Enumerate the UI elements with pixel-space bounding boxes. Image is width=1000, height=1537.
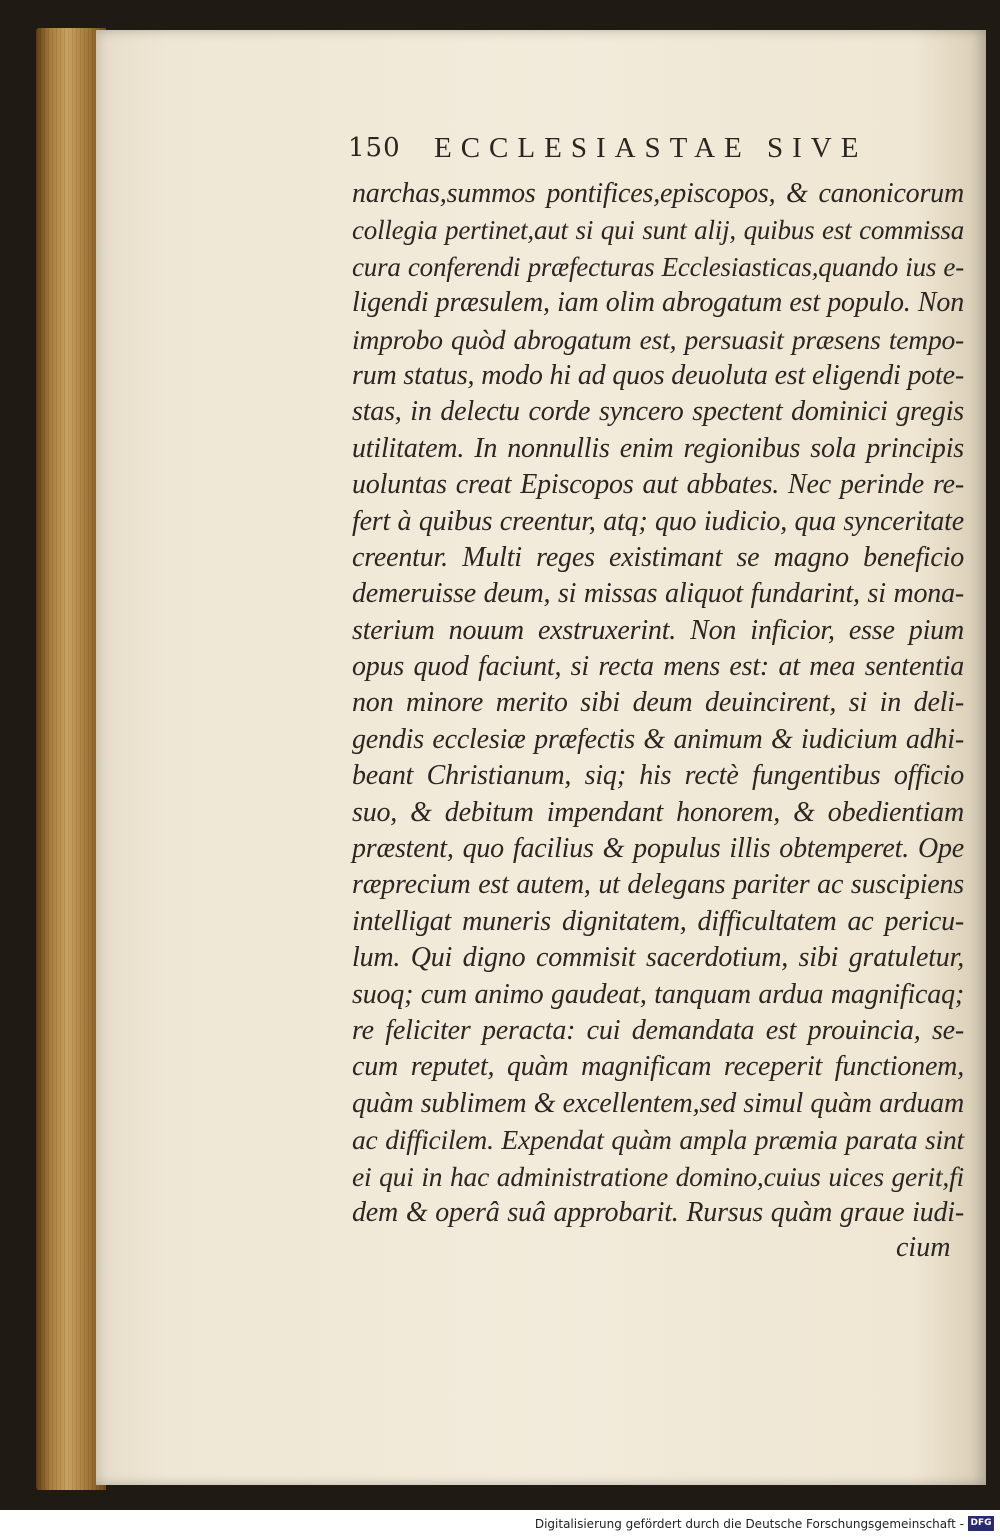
text-line: suo, & debitum impendant honorem, & obedientiam xyxy=(352,796,964,828)
text-line: opus quod faciunt, si recta mens est: at mea sententia xyxy=(352,651,964,683)
text-line: collegia pertinet,aut si qui sunt alij, quibus est commissa xyxy=(352,215,964,246)
running-title: ECCLESIASTAE SIVE xyxy=(434,131,868,164)
text-line: rum status, modo hi ad quos deuoluta est eligendi pote- xyxy=(352,359,964,391)
text-line: ræprecium est autem, ut delegans pariter ac suscipiens xyxy=(352,869,964,901)
text-line: ligendi præsulem, iam olim abrogatum est populo. Non xyxy=(352,287,964,319)
text-line: fert à quibus creentur, atq; quo iudicio, qua synceritate xyxy=(352,505,964,537)
text-line: præstent, quo facilius & populus illis obtemperet. Ope xyxy=(352,833,964,865)
running-head xyxy=(348,130,948,166)
text-line: re feliciter peracta: cui demandata est prouincia, se- xyxy=(352,1014,964,1046)
text-line: suoq; cum animo gaudeat, tanquam ardua magnificaq; xyxy=(352,978,964,1010)
text-line: beant Christianum, siq; his rectè fungentibus officio xyxy=(352,760,964,792)
text-line: ac difficilem. Expendat quàm ampla præmia parata sint xyxy=(352,1124,964,1156)
text-line: intelligat muneris dignitatem, difficultatem ac pericu- xyxy=(352,905,964,937)
text-line: cura conferendi præfecturas Ecclesiasticas,quando ius e- xyxy=(352,251,964,282)
footer-bar xyxy=(0,1510,1000,1537)
text-line: ei qui in hac administratione domino,cuius uices gerit,fi xyxy=(352,1160,964,1192)
text-line: improbo quòd abrogatum est, persuasit præsens tempo- xyxy=(352,323,964,355)
text-line: sterium nouum exstruxerint. Non inficior, esse pium xyxy=(352,614,964,646)
text-line: lum. Qui digno commisit sacerdotium, sibi gratuletur, xyxy=(352,942,964,974)
text-line: narchas,summos pontifices,episcopos, & canonicorum xyxy=(352,178,964,209)
catchword: cium xyxy=(896,1232,951,1263)
funding-credit: Digitalisierung gefördert durch die Deutsche Forschungsgemeinschaft - xyxy=(534,1517,964,1531)
text-line: stas, in delectu corde syncero spectent dominici gregis xyxy=(352,396,964,428)
text-line: dem & operâ suâ approbarit. Rursus quàm graue iudi- xyxy=(352,1196,964,1228)
text-line: utilitatem. In nonnullis enim regionibus sola principis xyxy=(352,432,964,464)
text-line: non minore merito sibi deum deuincirent, si in deli- xyxy=(352,687,964,719)
text-line: gendis ecclesiæ præfectis & animum & iudicium adhi- xyxy=(352,723,964,755)
page-number: 150 xyxy=(348,133,401,163)
text-line: quàm sublimem & excellentem,sed simul quàm arduam xyxy=(352,1087,964,1119)
dfg-logo-icon: DFG xyxy=(968,1516,994,1531)
text-line: demeruisse deum, si missas aliquot fundarint, si mona- xyxy=(352,578,964,610)
text-line: cum reputet, quàm magnificam receperit functionem, xyxy=(352,1051,964,1083)
body-text xyxy=(352,176,964,1231)
text-line: uoluntas creat Episcopos aut abbates. Nec perinde re- xyxy=(352,469,964,501)
text-line: creentur. Multi reges existimant se magno beneficio xyxy=(352,541,964,573)
